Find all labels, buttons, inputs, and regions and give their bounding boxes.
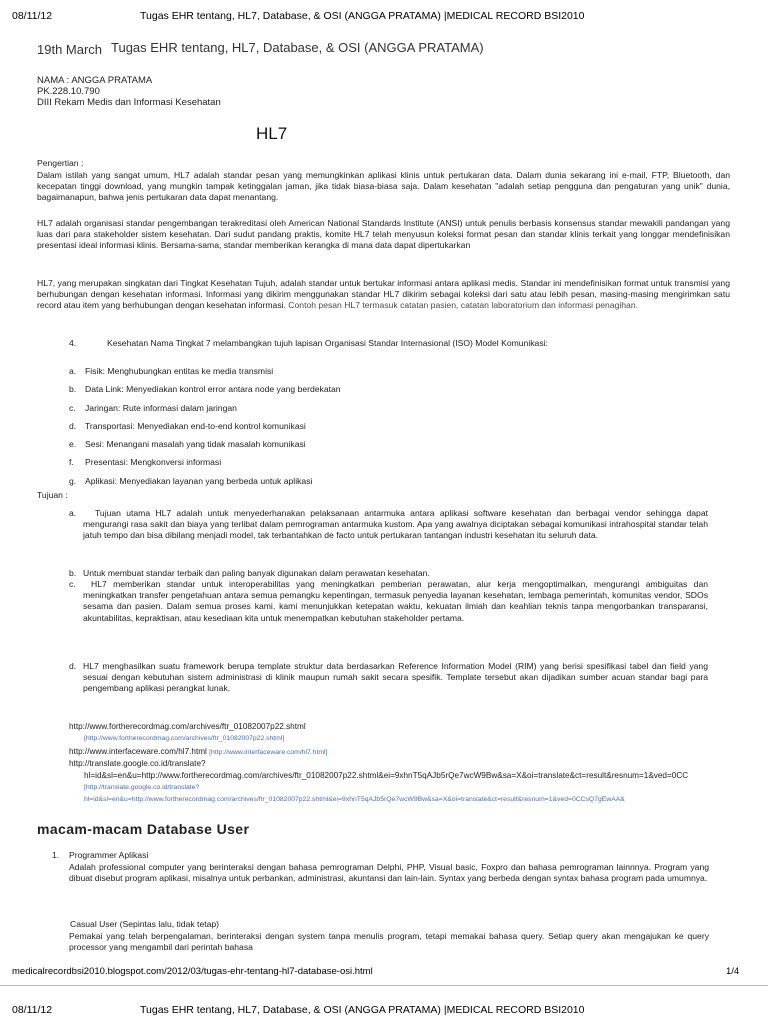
hl7-paragraph-3-main: HL7, yang merupakan singkatan dari Tingkat Kesehatan Tujuh, adalah standar untuk bertukar informasi antara aplikasi medis. Standar ini mendefinisikan format untuk transmisi yang berhubungan dengan kesehatan informasi. Informasi yang dikirim menggunakan standar HL7 dikirim sebagai koleksi dari satu atau lebih pesan, masing-masing mengirimkan satu record atau item yang berhubungan dengan kesehatan informasi. — [37, 278, 730, 311]
database-heading: macam-macam Database User — [37, 821, 250, 837]
footer-page-number: 1/4 — [726, 966, 740, 977]
db-item-2-text: Pemakai yang telah berpengalaman, berinteraksi dengan system tanpa menulis program, tetapi memakai bahasa query. Setiap query akan mengajukan ke query processor yang mengambil dari perintah bahasa — [69, 931, 709, 953]
next-print-date: 08/11/12 — [12, 1004, 53, 1016]
ref-url-3-cont[interactable]: hl=id&sl=en&u=http://www.fortherecordmag.com/archives/ftr_01082007p22.shtml&ei=9xhnT5qAJb5rQe7wcW9Bw&sa=X&oi=translate&ct=result&resnum=1&ved=0CC — [84, 771, 689, 780]
author-id: PK.228.10.790 — [37, 86, 100, 97]
print-date: 08/11/12 — [12, 10, 53, 22]
osi-layers-list — [69, 366, 729, 494]
goal-a-letter: a. — [69, 508, 77, 518]
ref-link-3[interactable]: [http://translate.google.co.id/translate? — [84, 784, 200, 791]
goal-a-text: Tujuan utama HL7 adalah untuk menyederhanakan pelaksanaan antarmuka antara aplikasi software kesehatan dan berbagai vendor sehingga dapat mengurangi rasa sakit dan biaya yang terlibat dalam pemrograman antarmuka kustom. Apa yang awalnya diciptakan sebagai komunikasi intrahospital standar telah jatuh tempo dan bisa dibilang menjadi model, tak terbantahkan de facto untuk pertukaran tantangan industri kesehatan itu seluruh data. — [83, 508, 708, 541]
list-item: d. Transportasi: Menyediakan end-to-end kontrol komunikasi — [69, 420, 306, 431]
ref-url-3[interactable]: http://translate.google.co.id/translate? — [69, 759, 206, 768]
list-item: e. Sesi: Menangani masalah yang tidak masalah komunikasi — [69, 439, 306, 450]
author-program: DIII Rekam Medis dan Informasi Kesehatan — [37, 97, 221, 108]
item-4-text: Kesehatan Nama Tingkat 7 melambangkan tujuh lapisan Organisasi Standar Internasional (ISO) Model Komunikasi: — [107, 338, 548, 348]
goal-c-text: HL7 memberikan standar untuk interoperabilitas yang meningkatkan pemberian perawatan, alur kerja mengoptimalkan, mengurangi ambiguitas dan meningkatkan transfer pengetahuan antara semua pemangku kepentingan, termasuk penyedia layanan kesehatan, lembaga pemerintah, komunitas vendor, SDOs sesama dan pasien. Dalam semua proses kami, kami menunjukkan ketepatan waktu, kekuatan ilmiah dan keahlian teknis tanpa mengorbankan transparansi, akuntabilitas, kepraktisan, atau kesediaan kita untuk menempatkan kebutuhan stakeholder pertama. — [83, 579, 708, 623]
goal-b-letter: b. — [69, 568, 77, 578]
db-item-1-title: Programmer Aplikasi — [69, 850, 149, 860]
hl7-heading: HL7 — [256, 124, 288, 143]
hl7-paragraph-1: Dalam istilah yang sangat umum, HL7 adalah standar pesan yang memungkinkan aplikasi klinis untuk pertukaran data. Dalam dunia sekarang ini e-mail, FTP, Bluetooth, dan kecepatan tinggi download, yang mungkin tampak ketinggalan jaman, jika tidak biasa-biasa saja. Dalam kesehatan "adalah setiap pengguna dan pengaturan yang unik" dunia, bagaimanapun, bahwa jenis pertukaran data dapat menantang. — [37, 170, 730, 203]
goal-d-text: HL7 menghasilkan suatu framework berupa template struktur data berdasarkan Reference Information Model (RIM) yang berisi spesifikasi tabel dan field yang sesuai dengan kebutuhan sistem administrasi di klinik maupun rumah sakit secara spesifik. Template tersebut akan dijadikan sumber acuan standar bagi para pengembang aplikasi perangkat lunak. — [83, 661, 708, 694]
author-block — [37, 75, 221, 108]
ref-url-2[interactable]: http://www.interfaceware.com/hl7.html [http://www.interfaceware.com/hl7.html] — [69, 747, 328, 756]
goal-d-letter: d. — [69, 661, 77, 671]
ref-link-2[interactable]: [http://www.interfaceware.com/hl7.html] — [209, 749, 328, 756]
page-break — [0, 985, 768, 986]
hl7-paragraph-2: HL7 adalah organisasi standar pengembangan terakreditasi oleh American National Standards Institute (ANSI) untuk penulis berbasis konsensus standar mewakili pandangan yang luas dari para stakeholder sistem kesehatan. Dari sudut pandang praktis, komite HL7 telah menyusun koleksi format pesan dan standar klinis terkait yang longgar mendefinisikan presentasi ideal informasi klinis. Bersama-sama, standar memberikan kerangka di mana data dapat dipertukarkan — [37, 218, 730, 251]
db-item-1-number: 1. — [52, 850, 60, 860]
pengertian-label: Pengertian : — [37, 158, 84, 168]
print-title: Tugas EHR tentang, HL7, Database, & OSI (ANGGA PRATAMA) |MEDICAL RECORD BSI2010 — [140, 10, 585, 22]
hl7-paragraph-3 — [37, 278, 730, 312]
footer-url: medicalrecordbsi2010.blogspot.com/2012/03/tugas-ehr-tentang-hl7-database-osi.html — [12, 966, 373, 977]
goal-b-text: Untuk membuat standar terbaik dan paling banyak digunakan dalam perawatan kesehatan. — [83, 568, 430, 578]
post-date: 19th March — [37, 42, 103, 57]
ref-link-1[interactable]: [http://www.fortherecordmag.com/archives/ftr_01082007p22.shtml] — [84, 735, 285, 742]
list-item: a. Fisik: Menghubungkan entitas ke media transmisi — [69, 366, 274, 376]
next-print-title: Tugas EHR tentang, HL7, Database, & OSI (ANGGA PRATAMA) |MEDICAL RECORD BSI2010 — [140, 1004, 585, 1016]
db-item-2-title: Casual User (Sepintas lalu, tidak tetap) — [70, 919, 220, 929]
goal-c-letter: c. — [69, 579, 76, 589]
ref-url-1[interactable]: http://www.fortherecordmag.com/archives/ftr_01082007p22.shtml — [69, 722, 306, 731]
hl7-paragraph-3-tail: Contoh pesan HL7 termasuk catatan pasien, catatan laboratorium dan informasi penagihan. — [285, 300, 639, 311]
ref-link-3-cont[interactable]: hl=id&sl=en&u=http://www.fortherecordmag.com/archives/ftr_01082007p22.shtml&ei=9xhnT5qAJb5rQe7wcW9Bw&sa=X&oi=translate&ct=result&resnum=1&ved=0CCsQ7gEwAA& — [84, 796, 625, 803]
list-item: f. Presentasi: Mengkonversi informasi — [69, 457, 222, 468]
item-4-number: 4. — [69, 338, 77, 348]
list-item: c. Jaringan: Rute informasi dalam jaringan — [69, 402, 237, 413]
list-item: b. Data Link: Menyediakan kontrol error antara node yang berdekatan — [69, 384, 341, 395]
db-item-1-text: Adalah professional computer yang berinteraksi dengan bahasa pemrograman Delphi, PHP, Visual basic, Foxpro dan bahasa pemrograman lainnnya. Program yang dibuat disebut program aplikasi, misalnya untuk perbankan, administrasi, akuntansi dan lain-lain. Syntax yang berbeda dengan syntax bahasa program pada umumnya. — [69, 862, 709, 884]
list-item: g. Aplikasi: Menyediakan layanan yang berbeda untuk aplikasi — [69, 475, 313, 486]
post-title[interactable]: Tugas EHR tentang, HL7, Database, & OSI (ANGGA PRATAMA) — [111, 40, 484, 55]
author-name: NAMA : ANGGA PRATAMA — [37, 75, 153, 86]
tujuan-label: Tujuan : — [37, 490, 68, 500]
